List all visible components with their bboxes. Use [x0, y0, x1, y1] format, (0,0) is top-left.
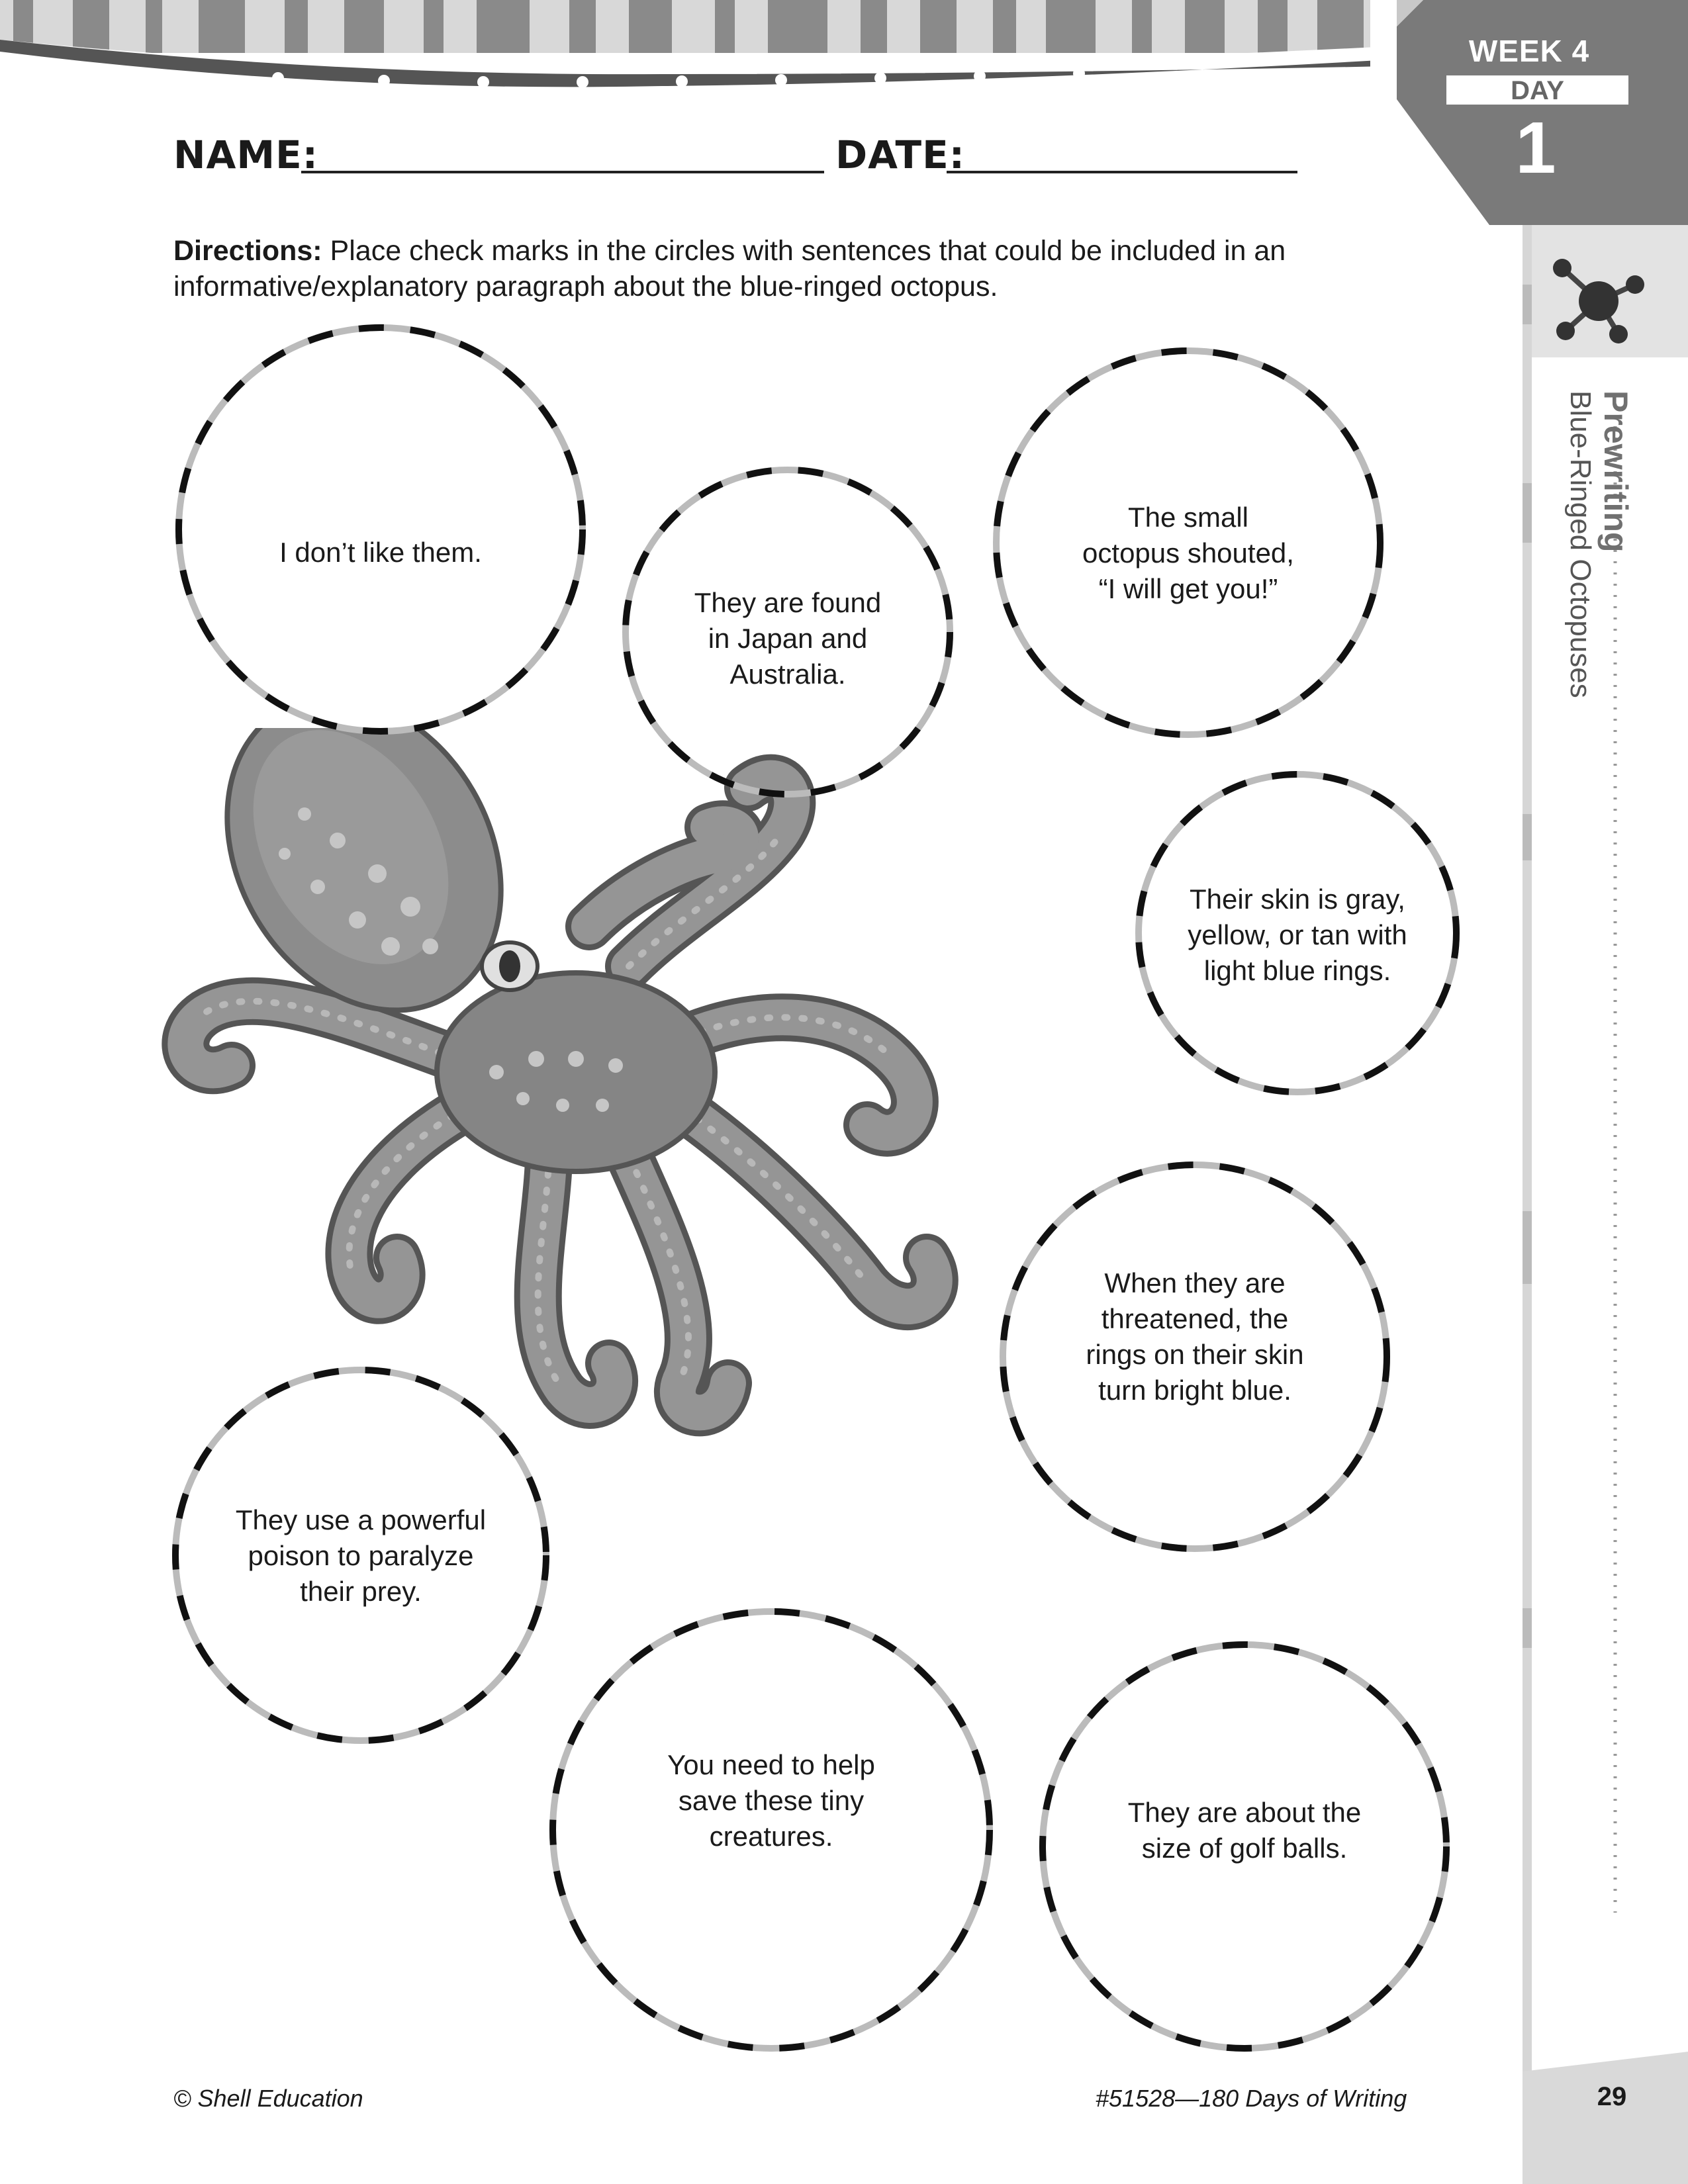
- directions-text: Place check marks in the circles with sentences that could be included in an informative/explanatory paragraph about the blue-ringed octopus.: [173, 235, 1286, 302]
- side-title: Prewriting: [1597, 390, 1634, 553]
- circle-1-text: I don’t like them.: [279, 537, 482, 568]
- circle-2-text: They are found in Japan and Australia.: [694, 587, 882, 690]
- circle-5-text: When they are threatened, the rings on their skin turn bright blue.: [1086, 1267, 1304, 1406]
- circle-6-text: They use a powerful poison to paralyze their prey.: [235, 1504, 487, 1607]
- page-number-tab: [1523, 2052, 1688, 2184]
- footer-copyright: © Shell Education: [173, 2085, 363, 2112]
- directions-label: Directions:: [173, 235, 322, 267]
- side-heading: [1564, 390, 1635, 698]
- circle-4-text: Their skin is gray, yellow, or tan with light blue rings.: [1188, 884, 1407, 986]
- week-label: WEEK 4: [1468, 34, 1590, 68]
- date-label: DATE:: [835, 132, 965, 177]
- footer-book-title: #51528—180 Days of Writing: [1096, 2085, 1407, 2112]
- circle-1[interactable]: [179, 328, 583, 731]
- circle-8-text: They are about the size of golf balls.: [1127, 1797, 1362, 1864]
- web-diagram-icon: [1539, 255, 1658, 347]
- day-label: DAY: [1446, 75, 1628, 105]
- side-subtitle: Blue-Ringed Octopuses: [1564, 390, 1597, 698]
- day-number: 1: [1515, 107, 1556, 189]
- circle-7-text: You need to help save these tiny creatures.: [667, 1749, 875, 1852]
- name-label: NAME:: [173, 132, 318, 177]
- circle-3-text: The small octopus shouted, “I will get you!”: [1082, 502, 1294, 604]
- page-number: 29: [1597, 2082, 1627, 2111]
